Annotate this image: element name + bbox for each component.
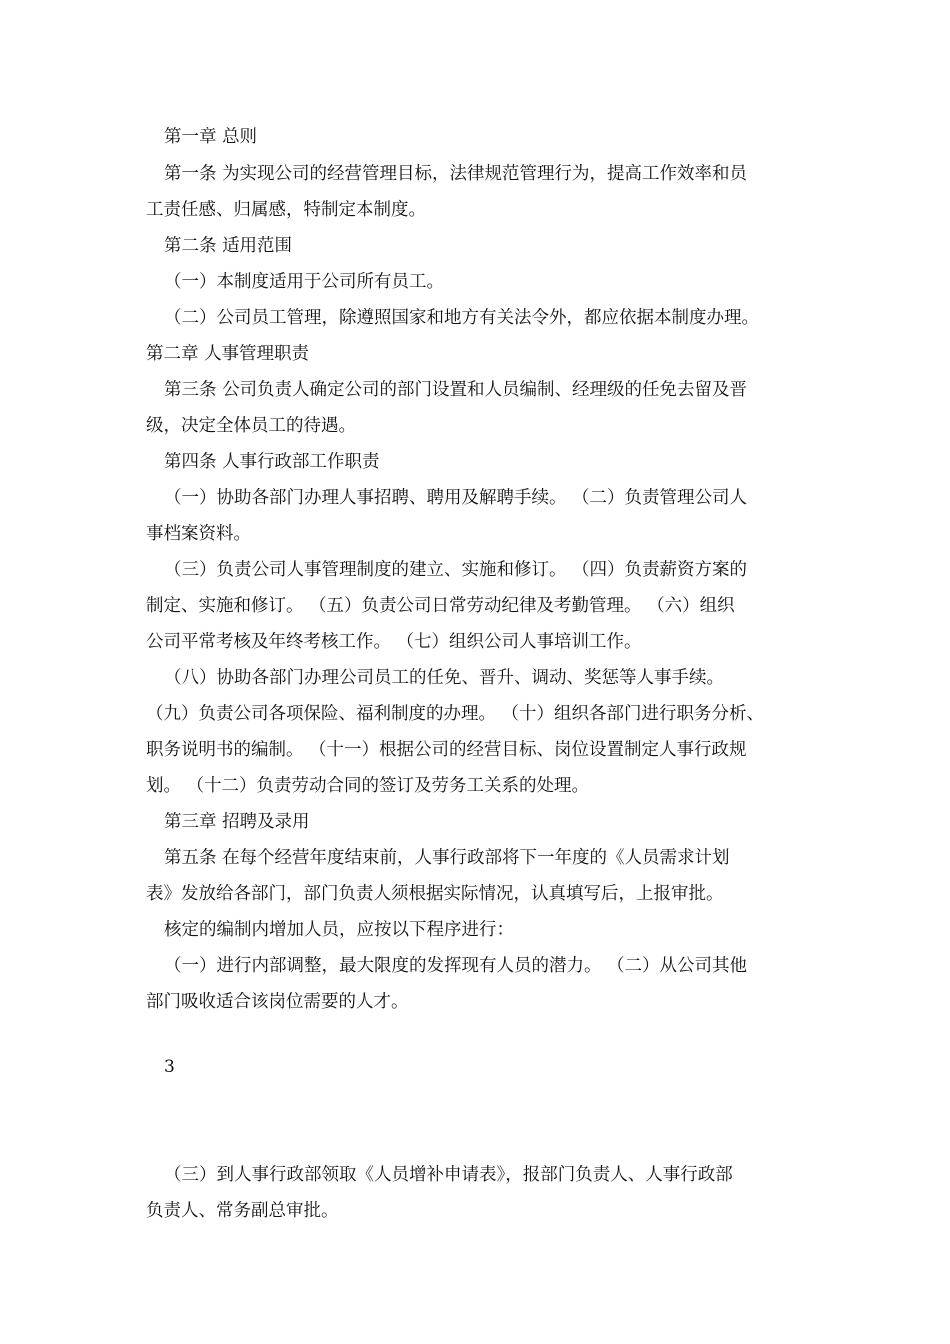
article-4-line-3: （三）负责公司人事管理制度的建立、实施和修订。 （四）负责薪资方案的 (164, 560, 748, 580)
article-2-item-1: （一）本制度适用于公司所有员工。 (164, 272, 444, 292)
article-3-line-1: 第三条 公司负责人确定公司的部门设置和人员编制、经理级的任免去留及晋 (164, 380, 748, 400)
article-2-item-2: （二）公司员工管理，除遵照国家和地方有关法令外，都应依据本制度办理。 (164, 308, 759, 328)
article-4-line-9: 划。 （十二）负责劳动合同的签订及劳务工关系的处理。 (146, 776, 590, 796)
article-1-line-2: 工责任感、归属感，特制定本制度。 (146, 200, 426, 220)
article-4-line-2: 事档案资料。 (146, 524, 251, 544)
article-4-line-4: 制定、实施和修订。 （五）负责公司日常劳动纪律及考勤管理。 （六）组织 (146, 596, 735, 616)
article-5-line-4: （一）进行内部调整，最大限度的发挥现有人员的潜力。 （二）从公司其他 (164, 956, 748, 976)
article-5-line-3: 核定的编制内增加人员，应按以下程序进行： (164, 920, 514, 940)
article-4-line-6: （八）协助各部门办理公司员工的任免、晋升、调动、奖惩等人事手续。 (164, 668, 724, 688)
article-4-line-7: （九）负责公司各项保险、福利制度的办理。 （十）组织各部门进行职务分析、 (146, 704, 765, 724)
article-5-line-6: （三）到人事行政部领取《人员增补申请表》，报部门负责人、人事行政部 (164, 1165, 733, 1185)
article-5-line-5: 部门吸收适合该岗位需要的人才。 (146, 992, 409, 1012)
article-4-line-1: （一）协助各部门办理人事招聘、聘用及解聘手续。 （二）负责管理公司人 (164, 488, 748, 508)
page-number: 3 (164, 1057, 175, 1077)
article-5-line-7: 负责人、常务副总审批。 (146, 1201, 339, 1221)
article-5-line-1: 第五条 在每个经营年度结束前，人事行政部将下一年度的《人员需求计划 (164, 848, 730, 868)
chapter-2-heading: 第二章 人事管理职责 (146, 344, 310, 364)
article-4-line-8: 职务说明书的编制。 （十一）根据公司的经营目标、岗位设置制定人事行政规 (146, 740, 747, 760)
article-2-heading: 第二条 适用范围 (164, 236, 293, 256)
article-3-line-2: 级，决定全体员工的待遇。 (146, 416, 356, 436)
article-4-line-5: 公司平常考核及年终考核工作。 （七）组织公司人事培训工作。 (146, 632, 642, 652)
chapter-3-heading: 第三章 招聘及录用 (164, 812, 310, 832)
chapter-1-heading: 第一章 总则 (164, 127, 258, 147)
article-4-heading: 第四条 人事行政部工作职责 (164, 452, 380, 472)
article-1-line-1: 第一条 为实现公司的经营管理目标，法律规范管理行为，提高工作效率和员 (164, 164, 748, 184)
article-5-line-2: 表》发放给各部门，部门负责人须根据实际情况，认真填写后，上报审批。 (146, 884, 724, 904)
